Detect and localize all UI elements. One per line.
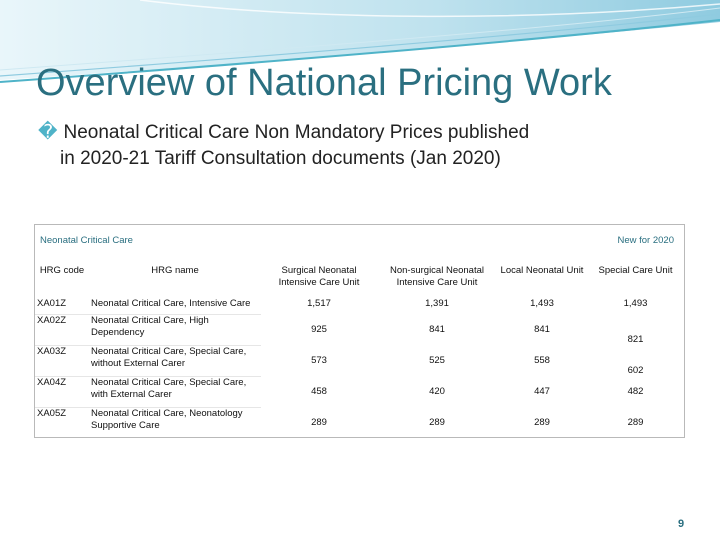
non-surgical-price-cell: 420 <box>429 386 445 397</box>
hrg-name-cell: Neonatal Critical Care, Neonatology Supportive Care <box>89 408 261 439</box>
special-care-price-cell: 289 <box>627 416 644 428</box>
local-unit-price-cell: 558 <box>534 355 550 366</box>
hrg-name-cell: Neonatal Critical Care, Special Care, without External Carer <box>89 346 261 377</box>
hrg-name-cell: Neonatal Critical Care, Special Care, with External Carer <box>89 377 261 408</box>
special-care-price-cell: 1,493 <box>623 298 648 309</box>
hrg-code-cell: XA05Z <box>35 408 89 439</box>
column-header-hrg-name: HRG name <box>151 265 199 276</box>
local-unit-price-cell: 289 <box>534 416 550 428</box>
table-row <box>35 346 684 377</box>
prices-table <box>35 265 684 438</box>
subtitle <box>38 120 698 172</box>
hrg-name-cell: Neonatal Critical Care, High Dependency <box>89 315 261 346</box>
non-surgical-price-cell: 289 <box>429 416 445 428</box>
subtitle-line-2: in 2020-21 Tariff Consultation documents (Jan 2020) <box>60 148 501 169</box>
non-surgical-price-cell: 841 <box>429 324 445 335</box>
prices-table-panel <box>34 224 685 438</box>
table-caption-right: New for 2020 <box>617 235 674 246</box>
table-row <box>35 315 684 346</box>
column-header-surgical-nicu: Surgical Neonatal Intensive Care Unit <box>278 265 360 288</box>
surgical-price-cell: 1,517 <box>307 298 331 309</box>
column-header-non-surgical-nicu: Non-surgical Neonatal Intensive Care Unit <box>390 265 484 288</box>
table-row <box>35 408 684 439</box>
column-header-hrg-code: HRG code <box>39 265 85 276</box>
hrg-code-cell: XA03Z <box>35 346 89 377</box>
table-caption-left: Neonatal Critical Care <box>40 235 133 246</box>
column-header-local-neonatal-unit: Local Neonatal Unit <box>500 265 584 276</box>
page-number: 9 <box>678 518 685 530</box>
surgical-price-cell: 458 <box>311 386 327 397</box>
non-surgical-price-cell: 525 <box>429 355 445 366</box>
subtitle-line-1: Neonatal Critical Care Non Mandatory Prices published <box>63 122 530 143</box>
hrg-name-cell: Neonatal Critical Care, Intensive Care <box>91 298 251 309</box>
special-care-price-cell: 602 <box>627 364 644 376</box>
local-unit-price-cell: 447 <box>534 386 550 397</box>
bullet-glyph: � <box>38 122 58 143</box>
column-header-special-care-unit: Special Care Unit <box>598 265 673 276</box>
non-surgical-price-cell: 1,391 <box>425 298 449 309</box>
table-header-row <box>35 265 684 295</box>
slide-title: Overview of National Pricing Work <box>36 62 612 104</box>
hrg-code-cell: XA01Z <box>37 298 67 309</box>
surgical-price-cell: 573 <box>311 355 327 366</box>
surgical-price-cell: 925 <box>311 324 327 335</box>
special-care-price-cell: 821 <box>627 333 644 345</box>
local-unit-price-cell: 841 <box>534 324 550 335</box>
surgical-price-cell: 289 <box>311 416 327 428</box>
table-row <box>35 295 684 315</box>
table-row <box>35 377 684 408</box>
special-care-price-cell: 482 <box>627 386 644 397</box>
local-unit-price-cell: 1,493 <box>530 298 554 309</box>
hrg-code-cell: XA04Z <box>35 377 89 408</box>
hrg-code-cell: XA02Z <box>35 315 89 346</box>
